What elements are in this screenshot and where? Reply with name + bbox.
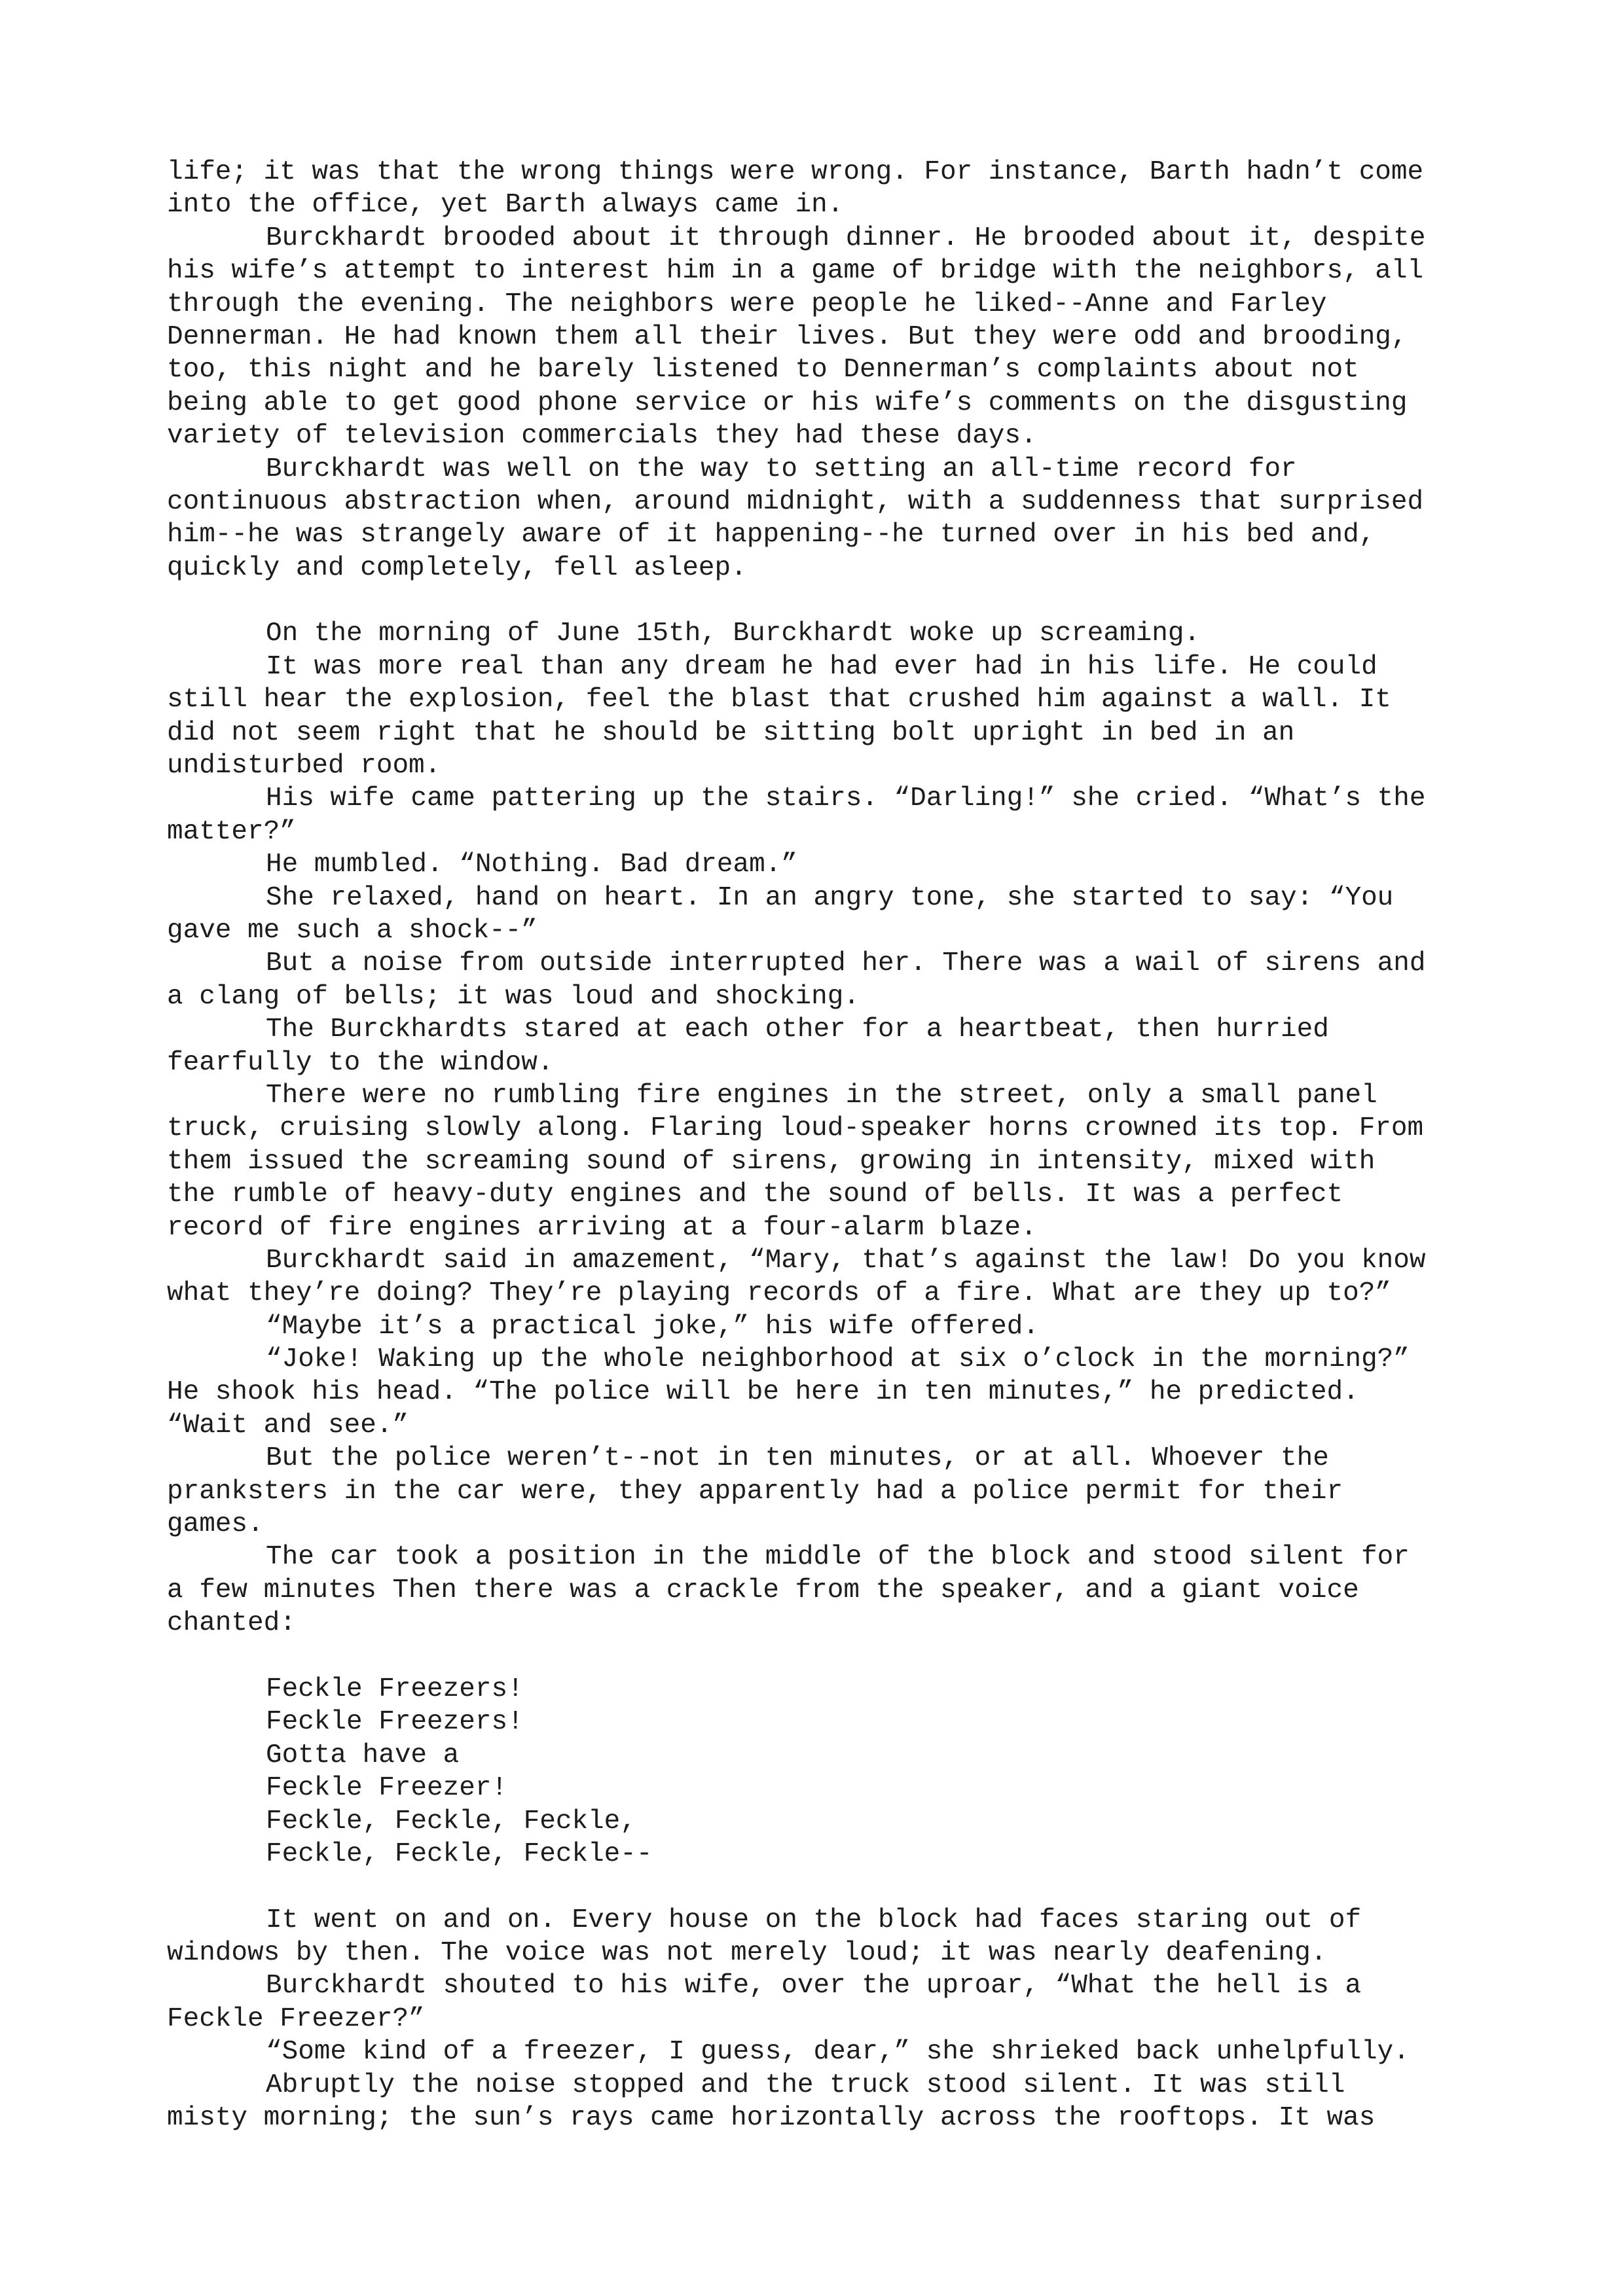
text-line: life; it was that the wrong things were wrong. For instance, Barth hadn’t come	[167, 157, 1424, 187]
verse-line: Feckle Freezers!	[266, 1707, 524, 1738]
text-line: His wife came pattering up the stairs. “Darling!” she cried. “What’s the	[266, 783, 1426, 814]
text-line: gave me such a shock--”	[167, 915, 538, 946]
text-line: Abruptly the noise stopped and the truck stood silent. It was still	[266, 2070, 1345, 2100]
text-line: record of fire engines arriving at a four-alarm blaze.	[167, 1212, 1037, 1243]
text-line: But the police weren’t--not in ten minutes, or at all. Whoever the	[266, 1443, 1329, 1474]
text-line: him--he was strangely aware of it happening--he turned over in his bed and,	[167, 520, 1376, 550]
text-line: The car took a position in the middle of the block and stood silent for	[266, 1542, 1410, 1573]
verse-line: Feckle, Feckle, Feckle--	[266, 1839, 653, 1869]
text-line: Dennerman. He had known them all their lives. But they were odd and brooding,	[167, 321, 1408, 352]
text-line: being able to get good phone service or his wife’s comments on the disgusting	[167, 387, 1408, 418]
text-line: truck, cruising slowly along. Flaring loud-speaker horns crowned its top. From	[167, 1113, 1424, 1144]
text-line: Burckhardt brooded about it through dinner. He brooded about it, despite	[266, 223, 1426, 253]
text-line: misty morning; the sun’s rays came horizontally across the rooftops. It was	[167, 2103, 1376, 2134]
text-line: fearfully to the window.	[167, 1047, 554, 1078]
text-line: Burckhardt was well on the way to setting an all-time record for	[266, 454, 1297, 484]
text-line: into the office, yet Barth always came in.	[167, 190, 844, 221]
text-line: “Some kind of a freezer, I guess, dear,” she shrieked back unhelpfully.	[266, 2037, 1410, 2068]
text-line: It went on and on. Every house on the block had faces staring out of	[266, 1905, 1362, 1935]
text-line: through the evening. The neighbors were people he liked--Anne and Farley	[167, 289, 1327, 319]
verse-line: Gotta have a	[266, 1740, 460, 1770]
text-line: chanted:	[167, 1608, 296, 1639]
text-line: But a noise from outside interrupted her. There was a wail of sirens and	[266, 948, 1426, 979]
verse-line: Feckle, Feckle, Feckle,	[266, 1806, 636, 1837]
blank-line	[167, 1871, 1476, 1903]
blank-line	[167, 584, 1476, 617]
text-line: a clang of bells; it was loud and shocking.	[167, 981, 860, 1012]
text-line: continuous abstraction when, around midnight, with a suddenness that surprised	[167, 486, 1424, 517]
text-line: still hear the explosion, feel the blast that crushed him against a wall. It	[167, 685, 1391, 715]
text-line: On the morning of June 15th, Burckhardt woke up screaming.	[266, 619, 1201, 649]
text-line: quickly and completely, fell asleep.	[167, 552, 747, 583]
text-line: did not seem right that he should be sitting bolt upright in bed in an	[167, 717, 1295, 748]
text-line: matter?”	[167, 816, 296, 847]
text-line: Burckhardt said in amazement, “Mary, that’s against the law! Do you know	[266, 1245, 1426, 1276]
text-line: “Maybe it’s a practical joke,” his wife offered.	[266, 1311, 1039, 1342]
text-line: The Burckhardts stared at each other for a heartbeat, then hurried	[266, 1014, 1329, 1045]
text-line: She relaxed, hand on heart. In an angry tone, she started to say: “You	[266, 882, 1394, 913]
text-line: He shook his head. “The police will be here in ten minutes,” he predicted.	[167, 1377, 1359, 1408]
body-text	[167, 156, 1476, 2134]
text-line: It was more real than any dream he had ever had in his life. He could	[266, 651, 1377, 682]
text-line: undisturbed room.	[167, 751, 441, 781]
text-line: There were no rumbling fire engines in the street, only a small panel	[266, 1080, 1377, 1111]
text-line: variety of television commercials they had these days.	[167, 421, 1037, 452]
text-line: windows by then. The voice was not merely loud; it was nearly deafening.	[167, 1938, 1327, 1969]
text-line: Burckhardt shouted to his wife, over the uproar, “What the hell is a	[266, 1971, 1362, 2001]
text-line: a few minutes Then there was a crackle from the speaker, and a giant voice	[167, 1575, 1359, 1605]
text-line: them issued the screaming sound of sirens, growing in intensity, mixed with	[167, 1146, 1376, 1177]
text-line: what they’re doing? They’re playing records of a fire. What are they up to?”	[167, 1278, 1391, 1309]
verse-line: Feckle Freezer!	[266, 1773, 508, 1804]
text-line: the rumble of heavy-duty engines and the sound of bells. It was a perfect	[167, 1179, 1343, 1210]
text-line: games.	[167, 1509, 264, 1540]
text-line: Feckle Freezer?”	[167, 2003, 425, 2034]
text-line: “Joke! Waking up the whole neighborhood at six o’clock in the morning?”	[266, 1344, 1410, 1375]
text-line: “Wait and see.”	[167, 1410, 409, 1441]
text-line: pranksters in the car were, they apparently had a police permit for their	[167, 1476, 1343, 1507]
text-line: too, this night and he barely listened to Dennerman’s complaints about not	[167, 355, 1359, 386]
text-line: his wife’s attempt to interest him in a game of bridge with the neighbors, all	[167, 256, 1424, 287]
text-line: He mumbled. “Nothing. Bad dream.”	[266, 850, 797, 880]
verse-line: Feckle Freezers!	[266, 1674, 524, 1704]
blank-line	[167, 1640, 1476, 1673]
